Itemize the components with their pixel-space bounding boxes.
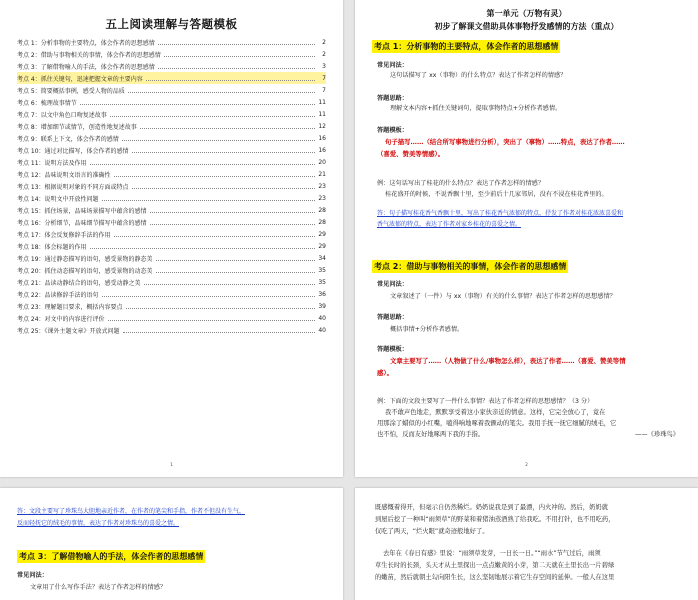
- toc-entry-text: 考点 19：通过静态描写的语句，感受景物的静态美: [17, 255, 153, 263]
- toc-entry-text: 考点 8：增加细节或情节，创造性地复述故事: [17, 123, 137, 131]
- toc-page-number: 39: [318, 302, 326, 310]
- text-line-1: 既感慨着得开，但毫示自仍然稀烂。奶奶说我是到了最漂，内火冲的。然后，奶奶就: [375, 504, 608, 511]
- answer-line-1: 答：文段主要写了珍珠鸟大胆地亲近作者，在作者的笔尖和手指，作者不但没有生气，: [17, 508, 246, 515]
- example-2-source: ——《珍珠鸟》: [635, 431, 680, 438]
- page-4: [355, 488, 698, 600]
- toc-leader-dots: [102, 292, 315, 297]
- toc-row[interactable]: [17, 132, 326, 144]
- toc-page-number: 35: [318, 266, 326, 274]
- keypoint-3-heading: 考点 3：了解借物喻人的手法，体会作者的思想感情: [19, 552, 204, 561]
- toc-row[interactable]: [17, 192, 326, 204]
- toc-leader-dots: [90, 244, 315, 249]
- template-2-line-1: 文章主要写了……（人物做了什么/事物怎么样），表达了作者……（喜爱、赞美等情: [390, 357, 626, 365]
- toc-row[interactable]: [17, 84, 326, 96]
- toc-page-number: 40: [318, 326, 326, 334]
- idea-label-2: 答题思路：: [377, 314, 408, 321]
- toc-row[interactable]: [17, 228, 326, 240]
- toc-entry-text: 考点 18：体会标题的作用: [17, 243, 87, 251]
- toc-row[interactable]: [17, 72, 326, 84]
- toc-page-number: 34: [318, 254, 326, 262]
- toc-page-number: 29: [318, 242, 326, 250]
- toc-leader-dots: [110, 112, 315, 117]
- toc-leader-dots: [128, 88, 315, 93]
- text-line-2: 到屋后挖了一种叫“雨须草”的野菜和着猪油蒸酒熟了给我吃。不用打针，也不用吃药，: [375, 516, 615, 523]
- toc-entry-text: 考点 10：通过对比描写，体会作者的感情: [17, 147, 129, 155]
- toc-leader-dots: [156, 268, 315, 273]
- question-text-3: 文章用了什么写作手法？表达了作者怎样的情感？: [30, 584, 167, 591]
- toc-entry-text: 考点 13：根据说明对象的不同方面或特点: [17, 183, 129, 191]
- idea-label: 答题思路：: [377, 95, 408, 102]
- toc-row[interactable]: [17, 180, 326, 192]
- toc-page-number: 28: [318, 218, 326, 226]
- toc-page-number: 11: [318, 98, 326, 106]
- template-text-line-1: 句子描写……（结合所写事物进行分析），突出了（事物）……特点，表达了作者……: [385, 138, 625, 146]
- toc-page-number: 23: [318, 194, 326, 202]
- toc-entry-text: 考点 24：对文中的内容进行评价: [17, 315, 105, 323]
- toc-entry-text: 考点 1：分析事物的主要特点，体会作者的思想感情: [17, 39, 155, 47]
- toc-leader-dots: [122, 136, 315, 141]
- template-2-line-2: 感）。: [377, 369, 393, 377]
- toc-page-number: 3: [322, 62, 326, 70]
- question-text-2: 文章叙述了（一件）与 xx（事物）有关的什么事情？表达了作者怎样的思想感情？: [390, 293, 616, 300]
- toc-page-number: 7: [322, 86, 326, 94]
- toc-leader-dots: [132, 148, 315, 153]
- toc-leader-dots: [114, 232, 315, 237]
- toc-row[interactable]: [17, 120, 326, 132]
- page-number: 1: [170, 462, 173, 467]
- toc-entry-text: 考点 25：《课外主题文章》开放式问题: [17, 327, 120, 335]
- example-2-line-3: 也不怕，反而友好地啄两下我的手指。: [377, 431, 485, 438]
- toc-page-number: 36: [318, 290, 326, 298]
- example-text: 桂花盛开的时候，不说香飘十里，至少前后十几家邻居，没有不浸在桂花香里的。: [385, 191, 608, 198]
- toc-leader-dots: [102, 196, 315, 201]
- toc-page-number: 16: [318, 146, 326, 154]
- question-label: 常见问法：: [377, 62, 408, 69]
- example-2-line-2: 用那涂了蜡似的小红嘴，嗑得响地啄着我颤动的笔尖。我用手抚一抚它细腻的绒毛，它: [377, 420, 617, 427]
- toc-row[interactable]: [17, 240, 326, 252]
- text-line-4: 去年在《春日有感》里说：“雨须草发芽，一日长一日。”“雨水”节气过后，雨须: [383, 550, 601, 557]
- toc-leader-dots: [156, 256, 315, 261]
- question-label-2: 常见问法：: [377, 281, 408, 288]
- toc-page-number: 2: [322, 50, 326, 58]
- page-2: [355, 0, 698, 477]
- toc-entry-text: 考点 22：品读修辞手法的语句: [17, 291, 99, 299]
- toc-page-number: 11: [318, 110, 326, 118]
- template-label: 答题模板：: [377, 127, 408, 134]
- text-line-5: 草生长时的长颈，头天才从土里探出一点点嫩黄的小芽，第二天就在土里长出一片碧绿: [375, 562, 615, 569]
- toc-page-number: 20: [318, 158, 326, 166]
- toc-entry-text: 考点 2：借助与事物相关的事情，体会作者的思想感情: [17, 51, 161, 59]
- toc-row[interactable]: [17, 168, 326, 180]
- toc-row[interactable]: [17, 312, 326, 324]
- toc-leader-dots: [132, 184, 315, 189]
- toc-entry-text: 考点 6：梳理故事情节: [17, 99, 77, 107]
- toc-entry-text: 考点 12：品味说明文语言的准确性: [17, 171, 111, 179]
- toc-entry-text: 考点 21：品读动静结合的语句，感受动静之美: [17, 279, 141, 287]
- example-2-line-1: 我不敢声色地走，默默享受着这小家伙亲近的情意。这样，它完全放心了，竟在: [385, 409, 606, 416]
- toc-row[interactable]: [17, 276, 326, 288]
- toc-row[interactable]: [17, 216, 326, 228]
- example-answer-line-1: 答：句子描写桂花香气香飘十里，写出了桂花香气浓郁的特点，抒发了作者对桂花浓浓喜爱和: [377, 210, 624, 217]
- toc-leader-dots: [108, 316, 315, 321]
- toc-leader-dots: [114, 172, 315, 177]
- toc-entry-text: 考点 11：说明方法及作用: [17, 159, 87, 167]
- text-line-6: 的嫩苗，然后就朝土勾向阳生长，这么坚韧地展示着它生存空间的延伸。一般人在这里: [375, 574, 615, 581]
- page-number: 2: [525, 462, 528, 467]
- toc-page-number: 23: [318, 182, 326, 190]
- toc-row[interactable]: [17, 108, 326, 120]
- unit-heading: 第一单元（万物有灵）: [486, 9, 567, 18]
- text-line-3: 仅吃了两天，“烂火眼”就奇迹般地好了。: [375, 528, 489, 535]
- toc-leader-dots: [146, 76, 315, 81]
- keypoint-1-heading: 考点 1：分析事物的主要特点，体会作者的思想感情: [374, 42, 559, 51]
- page-3: [0, 488, 343, 600]
- example-2-question: 例：下面的文段主要写了一件什么事情？表达了作者怎样的思想感情？（3 分）: [377, 398, 594, 405]
- template-text-line-2: （喜爱、赞美等情感）。: [377, 150, 445, 158]
- toc-page-number: 29: [318, 230, 326, 238]
- toc-entry-text: 考点 17：体会反复修辞手法的作用: [17, 231, 111, 239]
- toc-entry-text: 考点 3：了解借物喻人的手法，体会作者的思想感情: [17, 63, 155, 71]
- toc-entry-text: 考点 9：联系上下文，体会作者的感情: [17, 135, 119, 143]
- example-answer-line-2: 香气浓郁的特点，表达了作者对家乡桂花的喜爱之情。: [377, 221, 522, 228]
- idea-text-2: 概括事情+分析作者感情。: [390, 326, 464, 333]
- toc-page-number: 35: [318, 278, 326, 286]
- toc-leader-dots: [144, 280, 315, 285]
- idea-text: 理解文本内容+抓住关键词句，提取事物特点+分析作者感情。: [390, 105, 562, 112]
- question-label-3: 常见问法：: [17, 572, 48, 579]
- answer-line-2: 反而轻抚它的绒毛的事情，表达了作者对珍珠鸟的喜爱之情。: [17, 520, 180, 527]
- example-question: 例：这句话写出了桂花的什么特点？表达了作者怎样的情感？: [377, 180, 545, 187]
- toc-page-number: 40: [318, 314, 326, 322]
- toc-leader-dots: [164, 52, 315, 57]
- toc-row[interactable]: [17, 252, 326, 264]
- document-title: 五上阅读理解与答题模板: [105, 17, 238, 31]
- unit-subtitle: 初步了解课文借助具体事物抒发感情的方法（重点）: [434, 22, 619, 31]
- toc-row[interactable]: [17, 156, 326, 168]
- toc-row[interactable]: [17, 204, 326, 216]
- toc-row[interactable]: [17, 60, 326, 72]
- toc-entry-text: 考点 15：抓住场景，品味场景描写中蕴含的感情: [17, 207, 147, 215]
- table-of-contents: [17, 36, 326, 336]
- toc-leader-dots: [158, 64, 315, 69]
- toc-page-number: 7: [322, 74, 326, 82]
- question-text: 这句话描写了 xx（事物）的什么特点？表达了作者怎样的情感？: [390, 72, 567, 79]
- toc-entry-text: 考点 5：简要概括事例，感受人物的品质: [17, 87, 125, 95]
- toc-row[interactable]: [17, 300, 326, 312]
- toc-entry-text: 考点 7：以文中角色口吻复述故事: [17, 111, 107, 119]
- toc-leader-dots: [80, 100, 315, 105]
- toc-entry-text: 考点 16：分析细节，品味细节描写中蕴含的感情: [17, 219, 147, 227]
- toc-row[interactable]: [17, 48, 326, 60]
- toc-page-number: 16: [318, 134, 326, 142]
- toc-page-number: 21: [318, 170, 326, 178]
- toc-entry-text: 考点 4：抓住关键句，迅速把握文章的主要内容: [17, 75, 143, 83]
- toc-page-number: 12: [318, 122, 326, 130]
- toc-row[interactable]: [17, 264, 326, 276]
- page-1: [0, 0, 343, 477]
- toc-row[interactable]: [17, 96, 326, 108]
- toc-row[interactable]: [17, 288, 326, 300]
- keypoint-2-heading: 考点 2：借助与事物相关的事情，体会作者的思想感情: [374, 262, 567, 271]
- toc-page-number: 28: [318, 206, 326, 214]
- toc-leader-dots: [150, 208, 315, 213]
- toc-leader-dots: [123, 328, 315, 333]
- toc-leader-dots: [90, 160, 315, 165]
- toc-row[interactable]: [17, 144, 326, 156]
- toc-leader-dots: [140, 124, 315, 129]
- toc-row[interactable]: [17, 324, 326, 336]
- toc-entry-text: 考点 14：说明文中开放性问题: [17, 195, 99, 203]
- toc-page-number: 2: [322, 38, 326, 46]
- toc-entry-text: 考点 23：理解题目要求，概括内容要点: [17, 303, 123, 311]
- template-label-2: 答题模板：: [377, 346, 408, 353]
- toc-row[interactable]: [17, 36, 326, 48]
- toc-leader-dots: [126, 304, 315, 309]
- toc-leader-dots: [150, 220, 315, 225]
- toc-entry-text: 考点 20：抓住动态描写的语句，感受景物的动态美: [17, 267, 153, 275]
- toc-leader-dots: [158, 40, 315, 45]
